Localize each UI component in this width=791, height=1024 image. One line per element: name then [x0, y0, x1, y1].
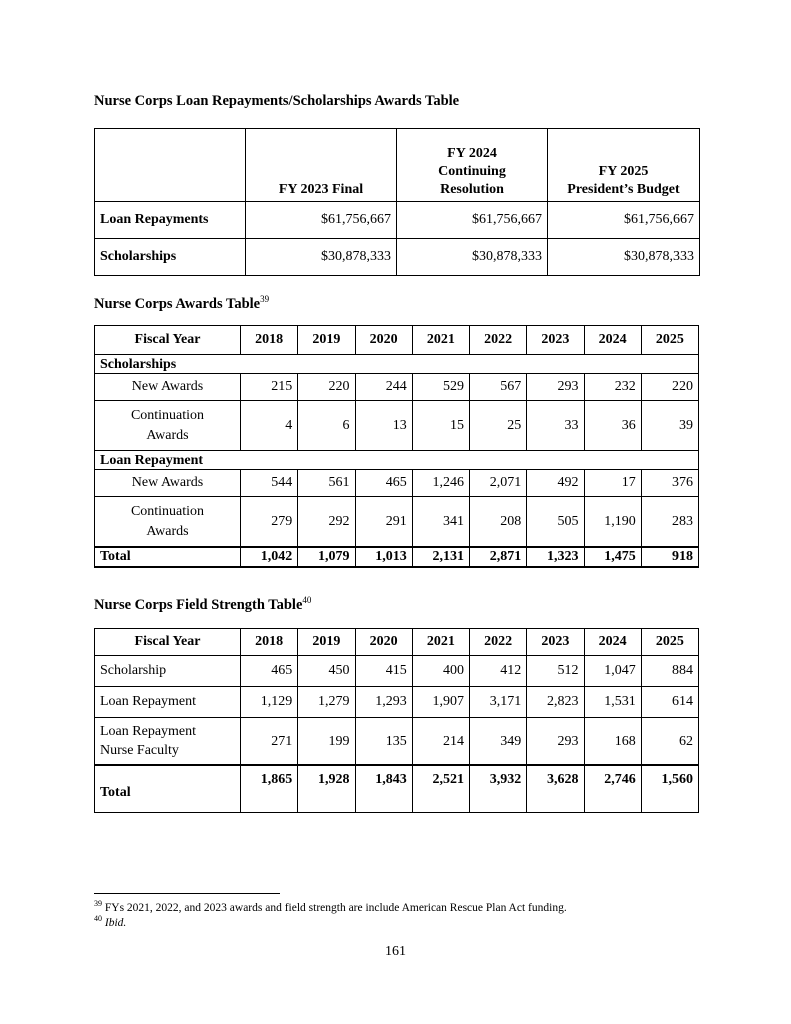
- table3-header-cell: 2020: [355, 629, 412, 656]
- total-row: [95, 547, 699, 567]
- table2-header-cell: 2024: [584, 326, 641, 355]
- table3-header-cell: 2025: [641, 629, 698, 656]
- table2-header-cell: 2023: [527, 326, 584, 355]
- table2-header-cell: Fiscal Year: [95, 326, 241, 355]
- table2-header-row: [95, 326, 699, 355]
- table-cell: 400: [412, 656, 469, 687]
- total-cell: 1,042: [241, 547, 298, 567]
- table3-header-cell: 2023: [527, 629, 584, 656]
- table-cell: $61,756,667: [246, 202, 397, 239]
- section-label: Loan Repayment: [95, 451, 699, 470]
- table-cell: 1,907: [412, 687, 469, 718]
- table-cell: $30,878,333: [246, 239, 397, 276]
- row-label: New Awards: [95, 374, 241, 401]
- table-cell: 415: [355, 656, 412, 687]
- table-cell: $61,756,667: [548, 202, 700, 239]
- total-label: Total: [95, 547, 241, 567]
- table-cell: 505: [527, 497, 584, 548]
- row-label: Loan Repayments: [95, 202, 246, 239]
- table3-header-cell: 2024: [584, 629, 641, 656]
- table-cell: 39: [641, 401, 698, 451]
- footnote-39-num: 39: [94, 899, 102, 909]
- table-cell: 492: [527, 470, 584, 497]
- footnote-separator: [94, 893, 280, 894]
- table3-header-cell: Fiscal Year: [95, 629, 241, 656]
- table-row: [95, 497, 699, 548]
- table-cell: 884: [641, 656, 698, 687]
- table1-header-cell: FY 2023 Final: [246, 129, 397, 202]
- table-cell: 614: [641, 687, 698, 718]
- table-cell: 341: [412, 497, 469, 548]
- table-cell: 1,531: [584, 687, 641, 718]
- table2-header-cell: 2019: [298, 326, 355, 355]
- table-cell: 293: [527, 374, 584, 401]
- total-cell: 3,932: [470, 765, 527, 813]
- table-cell: 292: [298, 497, 355, 548]
- row-label: Scholarship: [95, 656, 241, 687]
- table-cell: 1,129: [241, 687, 298, 718]
- total-cell: 1,475: [584, 547, 641, 567]
- row-label: Loan Repayment Nurse Faculty: [95, 718, 241, 766]
- table-cell: 512: [527, 656, 584, 687]
- total-cell: 3,628: [527, 765, 584, 813]
- total-cell: 2,746: [584, 765, 641, 813]
- footnote-40: [94, 914, 127, 929]
- table-cell: 208: [470, 497, 527, 548]
- table2-header-cell: 2025: [641, 326, 698, 355]
- table3-header-cell: 2022: [470, 629, 527, 656]
- table-cell: 199: [298, 718, 355, 766]
- table-cell: 2,823: [527, 687, 584, 718]
- table-cell: 4: [241, 401, 298, 451]
- table-row: [95, 718, 699, 766]
- table-cell: 271: [241, 718, 298, 766]
- footnote-40-text: Ibid.: [104, 917, 127, 929]
- footnote-39-text: FYs 2021, 2022, and 2023 awards and field strength are include American Rescue Plan Act funding.: [104, 902, 567, 914]
- table-cell: 2,071: [470, 470, 527, 497]
- table-cell: 244: [355, 374, 412, 401]
- total-cell: 918: [641, 547, 698, 567]
- total-cell: 1,079: [298, 547, 355, 567]
- table-cell: 283: [641, 497, 698, 548]
- table-cell: $30,878,333: [548, 239, 700, 276]
- row-label: Loan Repayment: [95, 687, 241, 718]
- table-cell: $30,878,333: [397, 239, 548, 276]
- table-cell: 561: [298, 470, 355, 497]
- table2-title-text: Nurse Corps Awards Table: [94, 296, 261, 312]
- total-cell: 2,871: [470, 547, 527, 567]
- table-cell: 529: [412, 374, 469, 401]
- table-cell: 33: [527, 401, 584, 451]
- table2-header-cell: 2021: [412, 326, 469, 355]
- table-cell: 1,190: [584, 497, 641, 548]
- table-cell: 25: [470, 401, 527, 451]
- table-cell: 17: [584, 470, 641, 497]
- table-cell: 279: [241, 497, 298, 548]
- table1-header-cell: FY 2025 President’s Budget: [548, 129, 700, 202]
- total-cell: 1,928: [298, 765, 355, 813]
- total-cell: 1,843: [355, 765, 412, 813]
- table3-footnote-ref: 40: [302, 595, 312, 606]
- total-label: Total: [95, 765, 241, 813]
- table1-header-cell: [95, 129, 246, 202]
- total-cell: 1,865: [241, 765, 298, 813]
- table-cell: 214: [412, 718, 469, 766]
- table-cell: 36: [584, 401, 641, 451]
- total-cell: 1,323: [527, 547, 584, 567]
- total-cell: 1,560: [641, 765, 698, 813]
- table-cell: 465: [355, 470, 412, 497]
- table-cell: 465: [241, 656, 298, 687]
- table-cell: 135: [355, 718, 412, 766]
- footnote-40-num: 40: [94, 914, 102, 924]
- table-cell: 13: [355, 401, 412, 451]
- table-row: [95, 239, 700, 276]
- table-cell: 544: [241, 470, 298, 497]
- table-cell: 1,047: [584, 656, 641, 687]
- table2-header-cell: 2018: [241, 326, 298, 355]
- table1-header-row: [95, 129, 700, 202]
- table2-title: [94, 296, 269, 313]
- total-row: [95, 765, 699, 813]
- table-row: [95, 374, 699, 401]
- table-cell: 62: [641, 718, 698, 766]
- table-cell: $61,756,667: [397, 202, 548, 239]
- table-row: [95, 401, 699, 451]
- table-cell: 1,246: [412, 470, 469, 497]
- table-cell: 6: [298, 401, 355, 451]
- table-cell: 450: [298, 656, 355, 687]
- row-label: Continuation Awards: [95, 401, 241, 451]
- table-cell: 3,171: [470, 687, 527, 718]
- table-cell: 376: [641, 470, 698, 497]
- table-cell: 220: [298, 374, 355, 401]
- table2-header-cell: 2020: [355, 326, 412, 355]
- total-cell: 2,131: [412, 547, 469, 567]
- table1-header-cell: FY 2024 Continuing Resolution: [397, 129, 548, 202]
- table-cell: 220: [641, 374, 698, 401]
- table-cell: 232: [584, 374, 641, 401]
- total-cell: 1,013: [355, 547, 412, 567]
- field-strength-table: [94, 628, 699, 813]
- table-cell: 1,279: [298, 687, 355, 718]
- table3-header-cell: 2018: [241, 629, 298, 656]
- section-row: [95, 451, 699, 470]
- table-row: [95, 470, 699, 497]
- table-cell: 293: [527, 718, 584, 766]
- row-label: Scholarships: [95, 239, 246, 276]
- row-label: New Awards: [95, 470, 241, 497]
- table3-title: [94, 597, 311, 614]
- total-cell: 2,521: [412, 765, 469, 813]
- table-row: [95, 687, 699, 718]
- table-cell: 291: [355, 497, 412, 548]
- table-row: [95, 202, 700, 239]
- table-row: [95, 656, 699, 687]
- table-cell: 1,293: [355, 687, 412, 718]
- awards-table: [94, 325, 699, 568]
- table-cell: 168: [584, 718, 641, 766]
- table-cell: 215: [241, 374, 298, 401]
- table3-header-row: [95, 629, 699, 656]
- section-label: Scholarships: [95, 355, 699, 374]
- section-row: [95, 355, 699, 374]
- table2-header-cell: 2022: [470, 326, 527, 355]
- table2-footnote-ref: 39: [260, 294, 270, 305]
- table-cell: 349: [470, 718, 527, 766]
- row-label: Continuation Awards: [95, 497, 241, 548]
- table3-header-cell: 2019: [298, 629, 355, 656]
- table3-header-cell: 2021: [412, 629, 469, 656]
- table-cell: 412: [470, 656, 527, 687]
- table1-title: Nurse Corps Loan Repayments/Scholarships Awards Table: [94, 93, 460, 109]
- page-number: 161: [385, 944, 406, 959]
- table-cell: 15: [412, 401, 469, 451]
- footnote-39: [94, 899, 567, 914]
- loan-scholarship-awards-table: [94, 128, 700, 276]
- table-cell: 567: [470, 374, 527, 401]
- table3-title-text: Nurse Corps Field Strength Table: [94, 597, 303, 613]
